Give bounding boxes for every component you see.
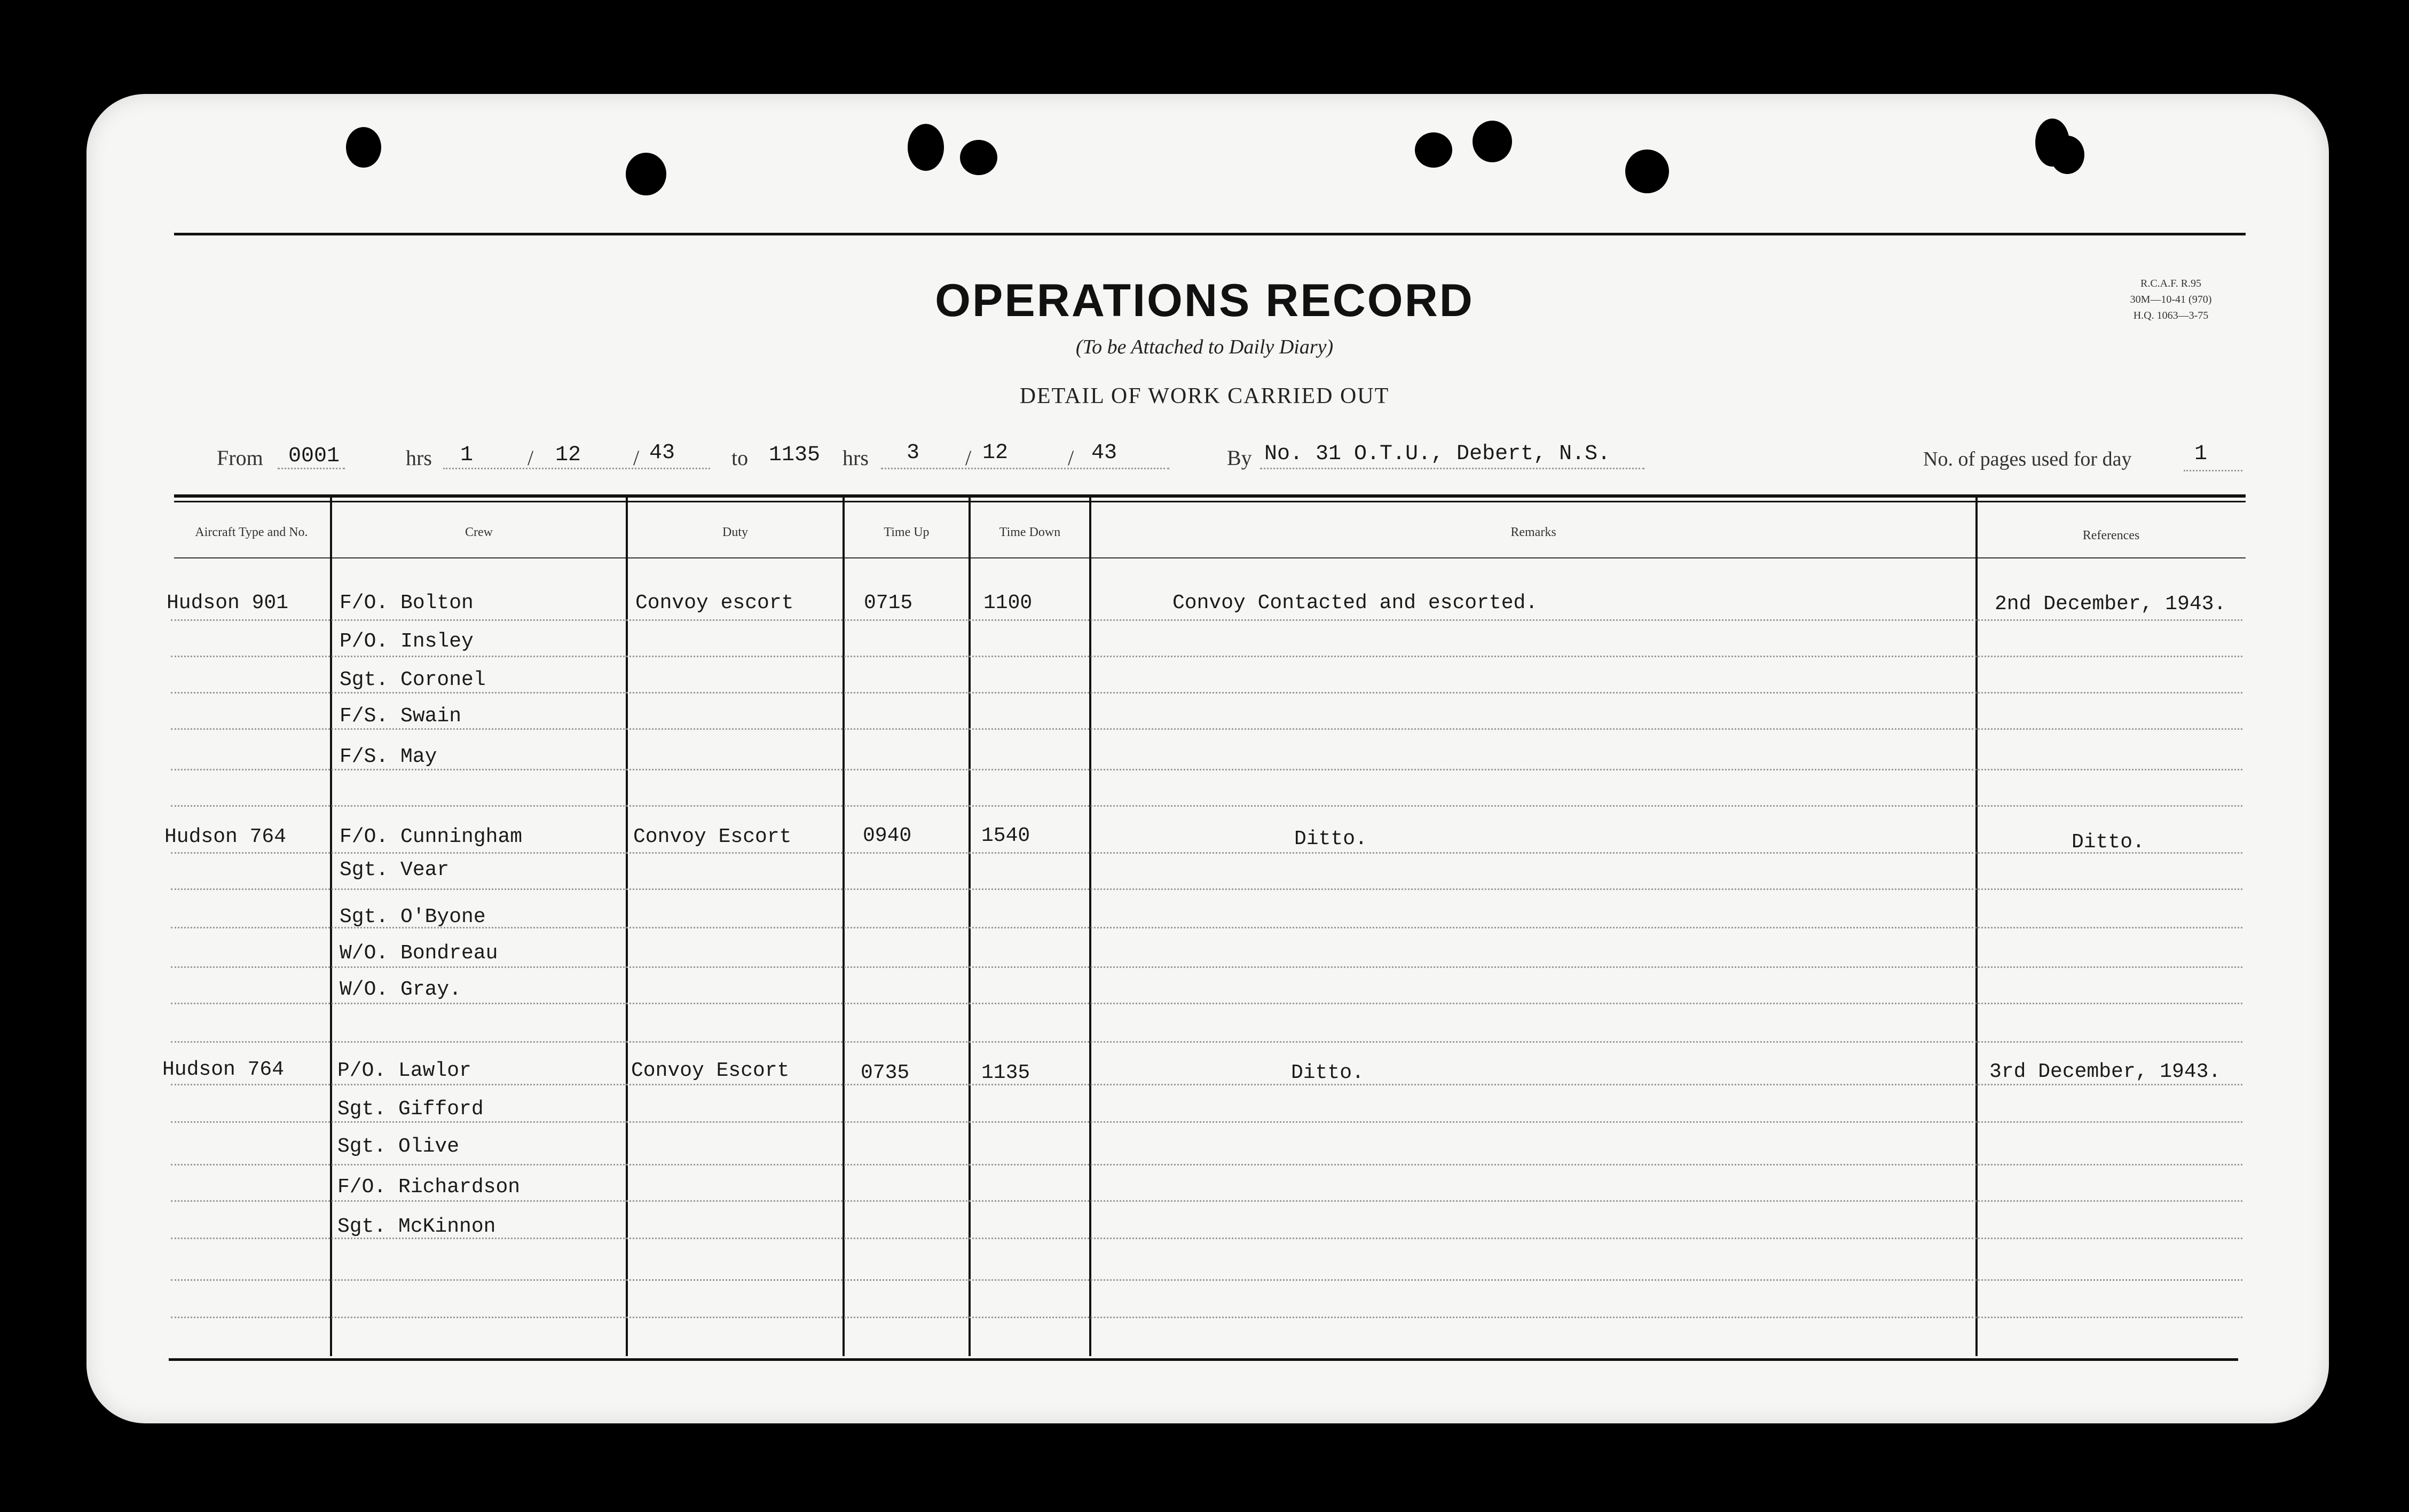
ruled-line: [171, 619, 2242, 621]
dotted-fill: [1260, 468, 1644, 469]
header-time-up: Time Up: [884, 525, 930, 539]
to-year: 43: [1091, 441, 1117, 465]
dotted-fill: [443, 468, 710, 469]
column-divider: [969, 497, 971, 1356]
crew-member: W/O. Gray.: [340, 978, 462, 1001]
form-code-line: R.C.A.F. R.95: [2140, 278, 2201, 289]
column-divider: [843, 497, 845, 1356]
header-aircraft: Aircraft Type and No.: [195, 525, 308, 539]
ruled-line: [171, 692, 2242, 694]
crew-member: F/S. Swain: [340, 705, 462, 728]
column-divider: [330, 497, 332, 1356]
form-code: [2107, 275, 2235, 324]
pages-label: No. of pages used for day: [1923, 448, 2132, 470]
time-up-cell: 0735: [861, 1061, 910, 1084]
ruled-line: [171, 1279, 2242, 1281]
punch-hole: [1473, 121, 1512, 162]
dotted-fill: [2184, 470, 2242, 471]
punch-hole: [2050, 136, 2084, 174]
crew-member: Sgt. Olive: [337, 1135, 460, 1158]
punch-hole: [908, 124, 944, 171]
duty-cell: Convoy escort: [635, 592, 794, 615]
ruled-line: [171, 1164, 2242, 1166]
to-label: to: [731, 446, 749, 470]
ruled-line: [171, 1003, 2242, 1004]
from-month: 12: [555, 443, 581, 467]
header-duty: Duty: [722, 525, 748, 539]
from-time: 0001: [288, 444, 340, 468]
time-down-cell: 1100: [983, 592, 1033, 615]
crew-member: P/O. Lawlor: [337, 1059, 471, 1082]
remarks-cell: Convoy Contacted and escorted.: [1172, 592, 1538, 615]
time-up-cell: 0940: [863, 824, 912, 847]
column-divider: [1089, 497, 1091, 1356]
time-down-cell: 1540: [981, 824, 1030, 847]
time-down-cell: 1135: [981, 1061, 1030, 1084]
to-month: 12: [982, 441, 1009, 465]
crew-member: Sgt. O'Byone: [340, 905, 486, 928]
ruled-line: [171, 1121, 2242, 1123]
page-subtitle: (To be Attached to Daily Diary): [1075, 336, 1334, 358]
header-remarks: Remarks: [1510, 525, 1556, 539]
hrs-label: hrs: [406, 446, 432, 470]
crew-member: W/O. Bondreau: [340, 942, 498, 965]
aircraft-cell: Hudson 764: [162, 1058, 285, 1081]
ruled-line: [171, 805, 2242, 807]
time-up-cell: 0715: [864, 592, 913, 615]
date-slash: /: [965, 446, 972, 470]
punch-hole: [626, 153, 666, 195]
ruled-line: [171, 888, 2242, 890]
header-time-down: Time Down: [999, 525, 1061, 539]
from-year: 43: [649, 441, 675, 465]
hrs-label: hrs: [843, 446, 869, 470]
ruled-line: [171, 1317, 2242, 1318]
crew-member: Sgt. Vear: [340, 859, 450, 881]
punch-hole: [960, 140, 997, 175]
aircraft-cell: Hudson 901: [167, 592, 289, 615]
references-cell: 2nd December, 1943.: [1995, 593, 2226, 616]
from-label: From: [217, 446, 263, 470]
header-references: References: [2082, 529, 2140, 542]
remarks-cell: Ditto.: [1291, 1061, 1364, 1084]
by-value: No. 31 O.T.U., Debert, N.S.: [1264, 442, 1611, 466]
date-slash: /: [528, 446, 534, 470]
table-top-rule: [174, 494, 2246, 498]
duty-cell: Convoy Escort: [633, 825, 792, 848]
header-crew: Crew: [465, 525, 493, 539]
from-day: 1: [460, 443, 474, 467]
column-divider: [626, 497, 628, 1356]
column-divider: [1975, 497, 1978, 1356]
crew-member: F/O. Bolton: [340, 592, 474, 615]
table-top-rule-2: [174, 501, 2246, 502]
crew-member: F/O. Cunningham: [340, 825, 523, 848]
ruled-line: [171, 728, 2242, 730]
duty-cell: Convoy Escort: [631, 1059, 790, 1082]
crew-member: P/O. Insley: [340, 630, 474, 653]
references-cell: Ditto.: [2072, 831, 2145, 854]
header-divider: [174, 557, 2246, 558]
crew-member: F/S. May: [340, 745, 437, 768]
crew-member: Sgt. McKinnon: [337, 1215, 496, 1238]
punch-hole: [1415, 132, 1452, 168]
form-code-line: 30M—10-41 (970): [2130, 294, 2212, 305]
crew-member: Sgt. Coronel: [340, 668, 486, 691]
ruled-line: [171, 769, 2242, 770]
date-slash: /: [1068, 446, 1074, 470]
ruled-line: [171, 966, 2242, 968]
crew-member: F/O. Richardson: [337, 1176, 521, 1199]
remarks-cell: Ditto.: [1294, 828, 1367, 850]
date-slash: /: [633, 446, 640, 470]
ruled-line: [171, 852, 2242, 854]
table-bottom-rule: [169, 1358, 2238, 1361]
top-rule: [174, 233, 2246, 235]
dotted-fill: [881, 468, 1169, 469]
ruled-line: [171, 1084, 2242, 1085]
punch-hole: [1625, 149, 1669, 193]
page-title: OPERATIONS RECORD: [935, 275, 1474, 326]
form-code-line: H.Q. 1063—3-75: [2133, 310, 2209, 321]
by-label: By: [1227, 446, 1252, 470]
references-cell: 3rd December, 1943.: [1989, 1060, 2221, 1083]
punch-hole: [346, 127, 381, 168]
to-day: 3: [907, 441, 920, 465]
to-time: 1135: [769, 443, 821, 467]
ruled-line: [171, 1041, 2242, 1043]
ruled-line: [171, 656, 2242, 657]
pages-value: 1: [2194, 442, 2208, 466]
crew-member: Sgt. Gifford: [337, 1098, 484, 1121]
aircraft-cell: Hudson 764: [164, 825, 287, 848]
ruled-line: [171, 1200, 2242, 1202]
detail-heading: DETAIL OF WORK CARRIED OUT: [1019, 384, 1390, 408]
